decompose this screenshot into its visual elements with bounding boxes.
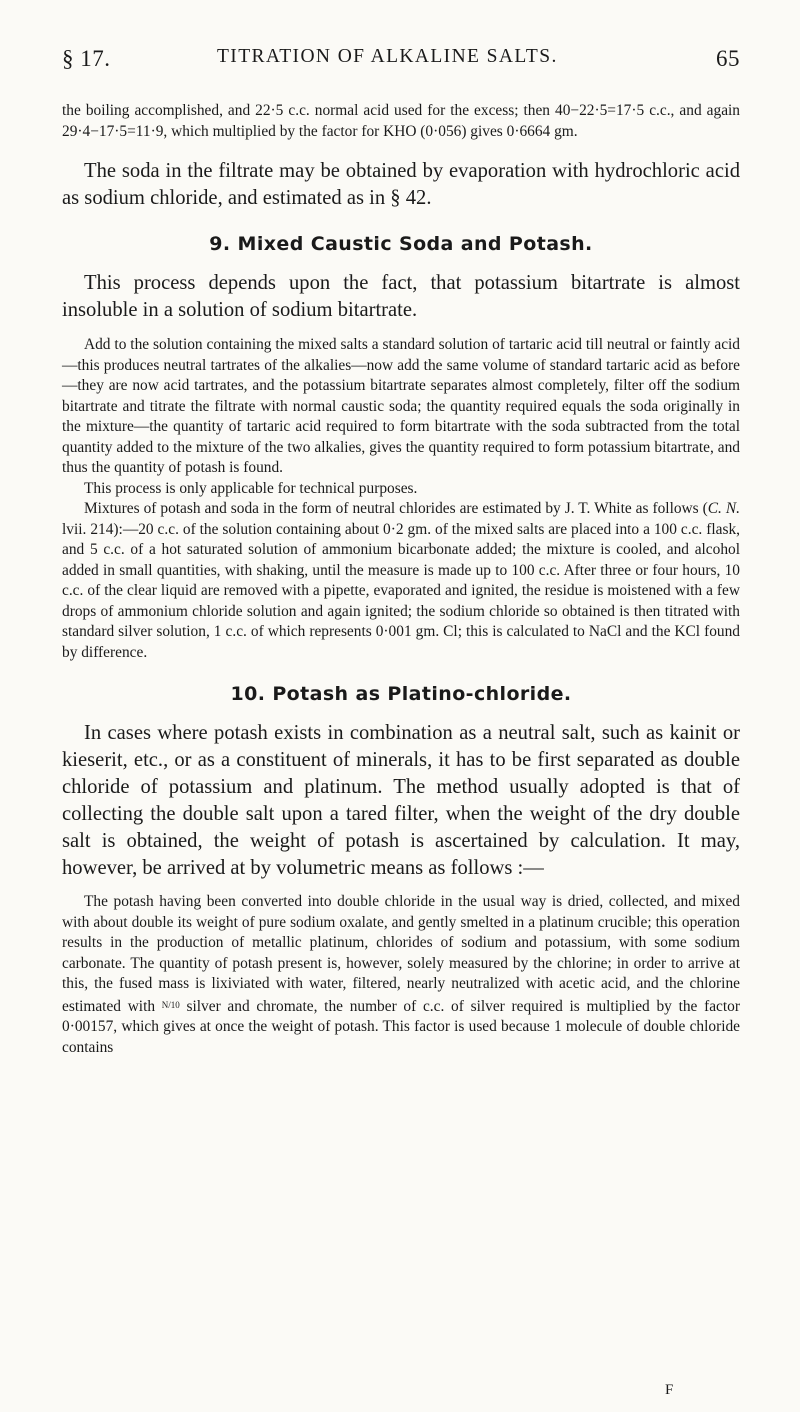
page-body xyxy=(62,101,740,1058)
fraction-n-tenth: N/10 xyxy=(161,999,180,1010)
running-title: TITRATION OF ALKALINE SALTS. xyxy=(217,46,558,67)
citation: C. N. xyxy=(707,500,740,517)
signature-mark: F xyxy=(665,1382,674,1398)
paragraph-text: lvii. 214):—20 c.c. of the solution containing about 0·2 gm. of the mixed salts are placed into a 100 c.c. flask, and 5 c.c. of a hot saturated solution of ammonium bicarbonate added; the mixture is cooled, and alcohol added in small quantities, with shaking, until the measure is made up to 100 c.c. After three or four hours, 10 c.c. of the clear liquid are removed with a pipette, evaporated and ignited, the residue is moistened with a few drops of ammonium chloride solution and again ignited; the sodium chloride so obtained is then titrated with standard silver solution, 1 c.c. of which represents 0·001 gm. Cl; this is calculated to NaCl and the KCl found by difference. xyxy=(62,520,740,661)
section-10-paragraph-1 xyxy=(62,892,740,1058)
section-9-lead: This process depends upon the fact, that potassium bitartrate is almost insoluble in a solution of sodium bitartrate. xyxy=(62,272,740,321)
section-9-heading: 9. Mixed Caustic Soda and Potash. xyxy=(209,233,593,255)
paragraph-text: silver and chromate, the number of c.c. of silver required is multiplied by the factor 0·00157, which gives at once the weight of potash. This factor is used because 1 molecule of double chloride contains xyxy=(62,997,740,1056)
soda-filtrate-paragraph: The soda in the filtrate may be obtained by evaporation with hydrochloric acid as sodium chloride, and estimated as in § 42. xyxy=(62,160,740,209)
section-number: § 17. xyxy=(62,46,111,71)
paragraph-text: The potash having been converted into double chloride in the usual way is dried, collected, and mixed with about double its weight of pure sodium oxalate, and gently smelted in a platinum crucible; this operation results in the production of metallic platinum, chlorides of sodium and potassium, with some sodium carbonate. The quantity of potash present is, however, solely measured by the chlorine; in order to arrive at this, the fused mass is lixiviated with water, filtered, nearly neutralized with acetic acid, and the chlorine estimated with xyxy=(62,893,740,1015)
paragraph-text: Mixtures of potash and soda in the form of neutral chlorides are estimated by J. T. White as follows ( xyxy=(84,500,708,517)
section-9-paragraph-3 xyxy=(62,499,740,663)
running-head xyxy=(62,46,740,82)
intro-paragraph: the boiling accomplished, and 22·5 c.c. normal acid used for the excess; then 40−22·5=17·5 c.c., and again 29·4−17·5=11·9, which multiplied by the factor for KHO (0·056) gives 0·6664 gm. xyxy=(62,102,740,140)
section-10-lead: In cases where potash exists in combination as a neutral salt, such as kainit or kieserit, etc., or as a constituent of minerals, it has to be first separated as double chloride of potassium and platinum. The method usually adopted is that of collecting the double salt upon a tared filter, when the weight of the dry double salt is obtained, the weight of potash is ascertained by calculation. It may, however, be arrived at by volumetric means as follows :— xyxy=(62,722,740,879)
section-9-paragraph-1: Add to the solution containing the mixed salts a standard solution of tartaric acid till neutral or faintly acid—this produces neutral tartrates of the alkalies—now add the same volume of standard tartaric acid as before —they are now acid tartrates, and the potassium bitartrate separates almost completely, filter off the sodium bitartrate and titrate the filtrate with normal caustic soda; the quantity required equals the soda originally in the mixture—the quantity of tartaric acid required to form bitartrate with the soda subtracted from the total quantity added to the mixture of the two alkalies, gives the quantity required to form potassium bitartrate, and thus the quantity of potash is found. xyxy=(62,336,740,476)
page-number: 65 xyxy=(716,46,740,71)
section-9-paragraph-2: This process is only applicable for technical purposes. xyxy=(84,479,418,497)
section-10-heading: 10. Potash as Platino-chloride. xyxy=(230,683,572,705)
